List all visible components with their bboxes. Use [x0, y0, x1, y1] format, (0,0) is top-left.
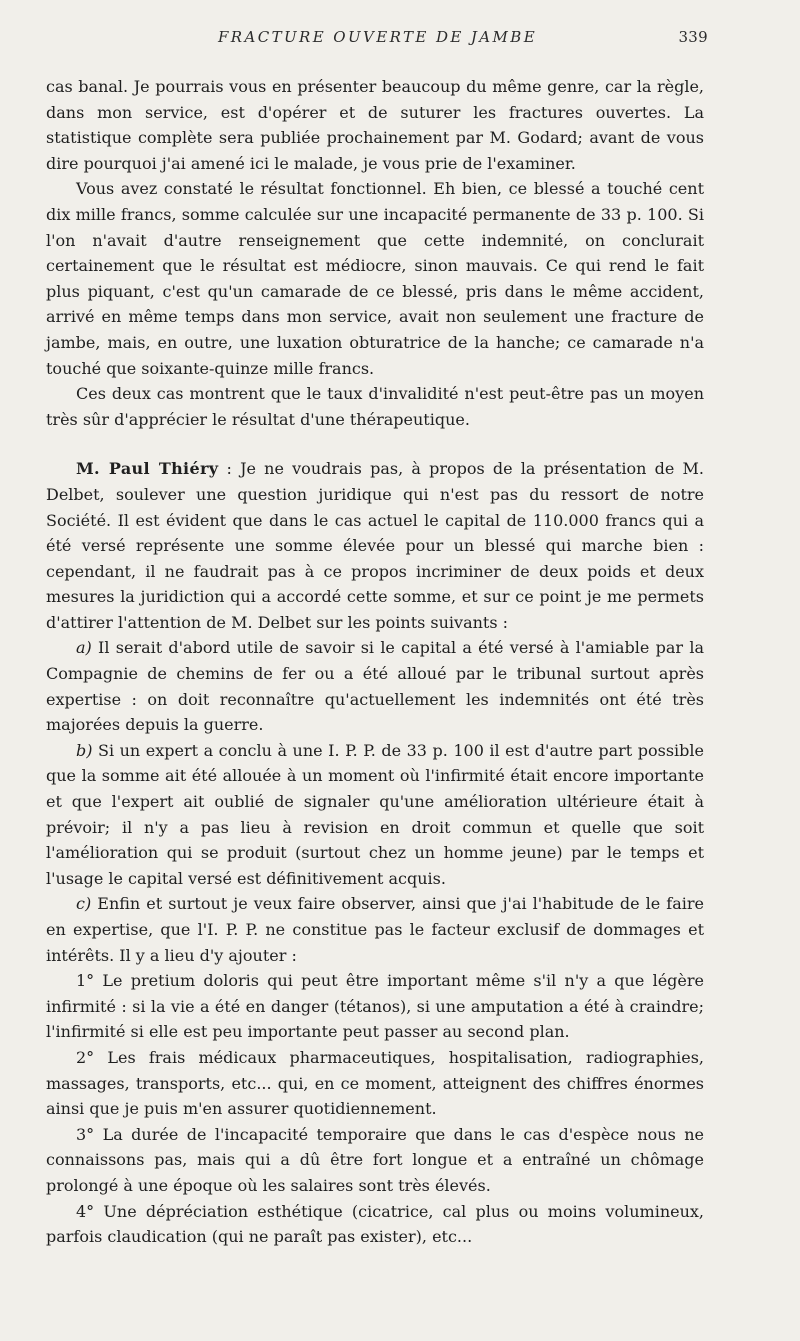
list-letter: c) [76, 894, 92, 914]
speaker-name: M. Paul Thiéry [76, 459, 219, 479]
paragraph: Ces deux cas montrent que le taux d'invalidité n'est peut-être pas un moyen très sûr d'apprécier le résultat d'une thérapeutique. [46, 384, 704, 429]
paragraph: 1° Le pretium doloris qui peut être important même s'il n'y a que légère infirmité : si la vie a été en danger (tétanos), si une amputation a été à craindre; l'infirmité si elle est peu importante peut passer au second plan. [46, 971, 704, 1042]
paragraph-text: Enfin et surtout je veux faire observer, ainsi que j'ai l'habitude de le faire en expertise, que l'I. P. P. ne constitue pas le facteur exclusif de dommages et intérêts. Il y a lieu d'y ajouter : [46, 894, 704, 965]
running-title: FRACTURE OUVERTE DE JAMBE [218, 28, 538, 46]
running-header [46, 28, 708, 52]
paragraph-text: Si un expert a conclu à une I. P. P. de 33 p. 100 il est d'autre part possible que la somme ait été allouée à un moment où l'infirmité était encore importante et que l'expert ait oublié de signaler qu'une amélioration ultérieure était à prévoir; il n'y a pas lieu à revision en droit commun et quelle que soit l'amélioration qui se produit (surtout chez un homme jeune) par le temps et l'usage le capital versé est définitivement acquis. [46, 740, 704, 888]
body-text [46, 74, 704, 1250]
paragraph: 3° La durée de l'incapacité temporaire que dans le cas d'espèce nous ne connaissons pas, mais qui a dû être fort longue et a entraîné un chômage prolongé à une époque où les salaires sont très élevés. [46, 1124, 704, 1195]
paragraph: Vous avez constaté le résultat fonctionnel. Eh bien, ce blessé a touché cent dix mille francs, somme calculée sur une incapacité permanente de 33 p. 100. Si l'on n'avait d'autre renseignement que cette indemnité, on conclurait certainement que le résultat est médiocre, sinon mauvais. Ce qui rend le fait plus piquant, c'est qu'un camarade de ce blessé, pris dans le même accident, arrivé en même temps dans mon service, avait non seulement une fracture de jambe, mais, en outre, une luxation obturatrice de la hanche; ce camarade n'a touché que soixante-quinze mille francs. [46, 179, 704, 378]
paragraph-text: Il serait d'abord utile de savoir si le capital a été versé à l'amiable par la Compagnie de chemins de fer ou a été alloué par le tribunal surtout après expertise : on doit reconnaître qu'actuellement les indemnités ont été très majorées depuis la guerre. [46, 638, 704, 735]
paragraph [46, 738, 704, 892]
paragraph [46, 891, 704, 968]
list-letter: b) [76, 740, 93, 760]
paragraph: cas banal. Je pourrais vous en présenter beaucoup du même genre, car la règle, dans mon service, est d'opérer et de suturer les fractures ouvertes. La statistique complète sera publiée prochainement par M. Godard; avant de vous dire pourquoi j'ai amené ici le malade, je vous prie de l'examiner. [46, 77, 704, 173]
list-letter: a) [76, 638, 92, 658]
paragraph [46, 456, 704, 635]
paragraph-text: : Je ne voudrais pas, à propos de la présentation de M. Delbet, soulever une question juridique qui n'est pas du ressort de notre Société. Il est évident que dans le cas actuel le capital de 110.000 francs qui a été versé représente une somme élevée pour un blessé qui marche bien : cependant, il ne faudrait pas à ce propos incriminer de deux poids et deux mesures la juridiction qui a accordé cette somme, et sur ce point je me permets d'attirer l'attention de M. Delbet sur les points suivants : [46, 459, 704, 632]
paragraph: 4° Une dépréciation esthétique (cicatrice, cal plus ou moins volumineux, parfois claudication (qui ne paraît pas exister), etc... [46, 1201, 704, 1247]
paragraph [46, 635, 704, 737]
paragraph: 2° Les frais médicaux pharmaceutiques, hospitalisation, radiographies, massages, transports, etc... qui, en ce moment, atteignent des chiffres énormes ainsi que je puis m'en assurer quotidiennement. [46, 1047, 704, 1119]
page-number: 339 [678, 28, 708, 46]
